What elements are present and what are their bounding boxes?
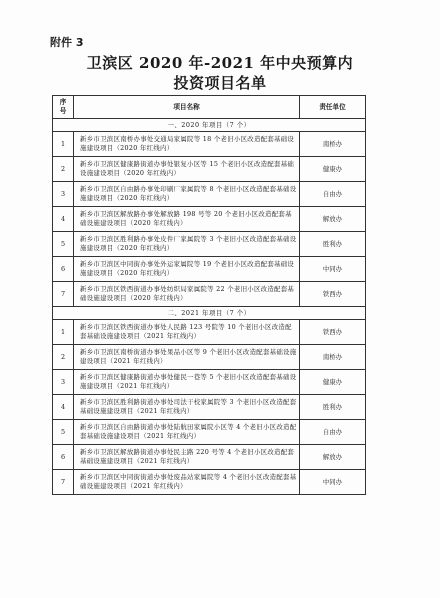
table-row [53,157,366,182]
responsible-unit: 中同办 [300,257,366,282]
project-name: 新乡市卫滨区解放路办事处解放路 198 号等 20 个老旧小区改造配套基础设施建设项目（2020 年红线内） [74,207,300,232]
header-project-name: 项目名称 [74,96,300,119]
document-title-line-2: 投资项目名单 [173,74,267,92]
project-name: 新乡市卫滨区南桥街道办事处果品小区等 9 个老旧小区改造配套基础设施建设项目（2021 年红线内） [74,345,300,370]
table-row [53,445,366,470]
row-number: 4 [53,207,74,232]
project-name: 新乡市卫滨区健康路街道办事处健民一巷等 5 个老旧小区改造配套基础设施建设项目（2021 年红线内） [74,370,300,395]
project-name: 新乡市卫滨区南桥办事处交通局家属院等 18 个老旧小区改造配套基础设施建设项目（2020 年红线内） [74,132,300,157]
section-label: 二、2021 年项目（7 个） [53,307,366,320]
table-row [53,320,366,345]
row-number: 3 [53,370,74,395]
table-row [53,282,366,307]
table-row [53,420,366,445]
document-title-line-1: 卫滨区 2020 年-2021 年中央预算内 [86,54,354,72]
row-number: 1 [53,132,74,157]
project-name: 新乡市卫滨区铁西街道办事处纺织局家属院等 22 个老旧小区改造配套基础设施建设项目（2020 年红线内） [74,282,300,307]
table-row [53,395,366,420]
table-row [53,182,366,207]
header-number [53,96,74,119]
header-number-line-2: 号 [59,107,67,115]
section-header-row [53,307,366,320]
responsible-unit: 健康办 [300,370,366,395]
table-header-row [53,96,366,119]
table-row [53,232,366,257]
row-number: 1 [53,320,74,345]
table-row [53,207,366,232]
responsible-unit: 胜利办 [300,395,366,420]
responsible-unit: 南桥办 [300,132,366,157]
responsible-unit: 中同办 [300,470,366,495]
project-name: 新乡市卫滨区铁西街道办事处人民路 123 号院等 10 个老旧小区改造配套基础设施建设项目（2021 年红线内） [74,320,300,345]
project-name: 新乡市卫滨区健康路街道办事处银复小区等 15 个老旧小区改造配套基础设施建设项目（2020 年红线内） [74,157,300,182]
responsible-unit: 南桥办 [300,345,366,370]
responsible-unit: 健康办 [300,157,366,182]
table-row [53,257,366,282]
responsible-unit: 自由办 [300,182,366,207]
project-name: 新乡市卫滨区中同街街道办事处废品站家属院等 4 个老旧小区改造配套基础设施建设项目（2021 年红线内） [74,470,300,495]
project-name: 新乡市卫滨区胜利路街道办事处司法干校家属院等 3 个老旧小区改造配套基础设施建设项目（2021 年红线内） [74,395,300,420]
table-row [53,345,366,370]
row-number: 6 [53,445,74,470]
row-number: 5 [53,420,74,445]
row-number: 3 [53,182,74,207]
table-row [53,370,366,395]
responsible-unit: 自由办 [300,420,366,445]
section-header-row [53,119,366,132]
row-number: 4 [53,395,74,420]
responsible-unit: 解放办 [300,207,366,232]
responsible-unit: 铁西办 [300,320,366,345]
header-responsible-unit: 责任单位 [300,96,366,119]
row-number: 5 [53,232,74,257]
project-name: 新乡市卫滨区胜利路办事处皮件厂家属院等 3 个老旧小区改造配套基础设施建设项目（2020 年红线内） [74,232,300,257]
attachment-label: 附件 3 [50,36,84,49]
row-number: 7 [53,470,74,495]
header-number-line-1: 序 [59,98,67,106]
table-row [53,470,366,495]
project-name: 新乡市卫滨区中同街办事处外运家属院等 19 个老旧小区改造配套基础设施建设项目（2020 年红线内） [74,257,300,282]
responsible-unit: 解放办 [300,445,366,470]
responsible-unit: 胜利办 [300,232,366,257]
project-name: 新乡市卫滨区自由路办事处印刷厂家属院等 8 个老旧小区改造配套基础设施建设项目（2020 年红线内） [74,182,300,207]
project-name: 新乡市卫滨区自由路街道办事处陆航田家属院小区等 4 个老旧小区改造配套基础设施建设项目（2021 年红线内） [74,420,300,445]
project-table [52,95,366,495]
responsible-unit: 铁西办 [300,282,366,307]
section-label: 一、2020 年项目（7 个） [53,119,366,132]
row-number: 2 [53,157,74,182]
project-name: 新乡市卫滨区解放路街道办事处民主路 220 号等 4 个老旧小区改造配套基础设施建设项目（2021 年红线内） [74,445,300,470]
table-row [53,132,366,157]
row-number: 6 [53,257,74,282]
row-number: 7 [53,282,74,307]
row-number: 2 [53,345,74,370]
